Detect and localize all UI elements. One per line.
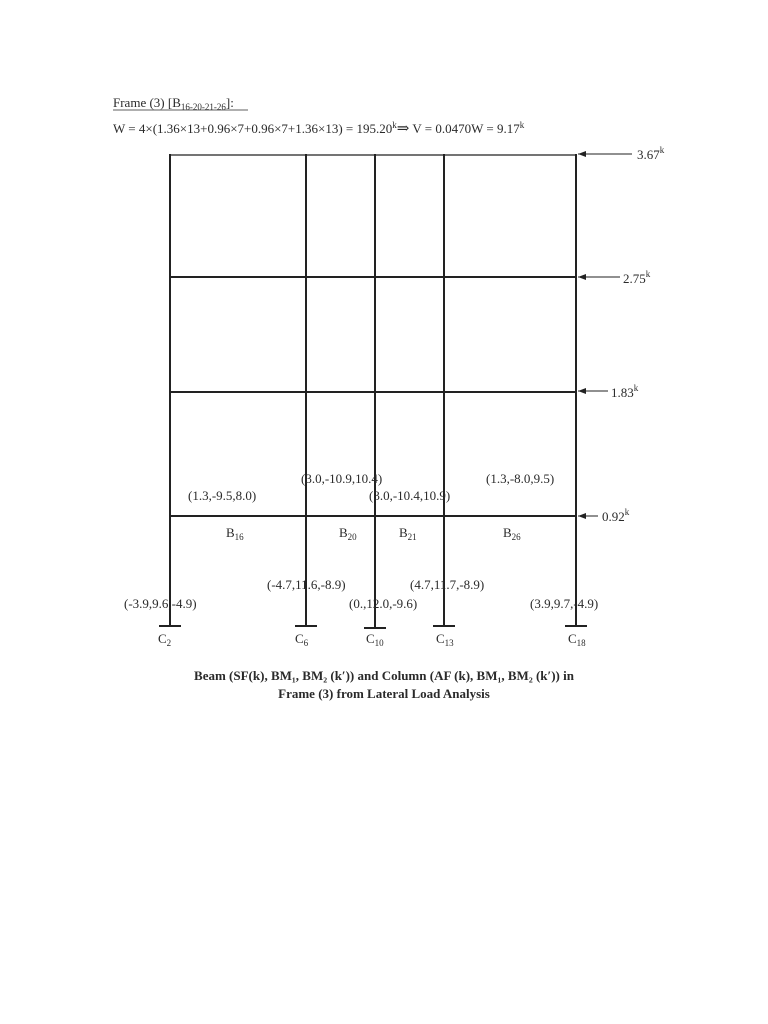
beam-result-label: (1.3,-9.5,8.0) [188, 488, 257, 503]
beams [170, 155, 576, 516]
column-name-label: $C_{18}$ [568, 631, 586, 648]
figure-caption-line-1: Beam (SF(k), BM₁, BM₂ (k′)) and Column (AF (k), BM₁, BM₂ (k′)) in [194, 668, 574, 683]
beam-labels [226, 525, 521, 542]
weight-equation: $W = 4\times(1.36\times 13+0.96\times 7+0.96\times 7+1.36\times 13) = 195.20^k\Rightarrow$ $V = 0.0470W = 9.17^k$ [113, 120, 525, 137]
beam-result-label: (3.0,-10.4,10.9) [369, 488, 451, 503]
beam-name-label: $B_{21}$ [399, 525, 417, 542]
column-name-label: $C_6$ [295, 631, 309, 648]
load-label: 3.67$^k$ [637, 145, 665, 162]
beam-result-label: (3.0,-10.9,10.4) [301, 471, 383, 486]
column-result-label: (0.,12.0,-9.6) [349, 596, 418, 611]
beam-name-label: $B_{20}$ [339, 525, 357, 542]
lateral-loads [578, 145, 665, 524]
supports [159, 626, 587, 628]
column-result-label: (-4.7,11.6,-8.9) [267, 577, 346, 592]
figure-caption-line-2: Frame (3) from Lateral Load Analysis [278, 686, 490, 701]
beam-name-label: $B_{16}$ [226, 525, 244, 542]
column-name-label: $C_2$ [158, 631, 172, 648]
load-label: 2.75$^k$ [623, 269, 651, 286]
column-labels [158, 631, 586, 648]
load-label: 1.83$^k$ [611, 383, 639, 400]
frame-title: Frame (3) $[B_{16-20-21-26}]$: [113, 95, 234, 112]
beam-results [188, 471, 554, 503]
column-result-label: (4.7,11.7,-8.9) [410, 577, 485, 592]
column-name-label: $C_{10}$ [366, 631, 384, 648]
load-label: 0.92$^k$ [602, 507, 630, 524]
column-result-label: (3.9,9.7,-4.9) [530, 596, 599, 611]
column-result-label: (-3.9,9.6,-4.9) [124, 596, 197, 611]
beam-result-label: (1.3,-8.0,9.5) [486, 471, 555, 486]
column-name-label: $C_{13}$ [436, 631, 454, 648]
column-results [124, 577, 598, 611]
beam-name-label: $B_{26}$ [503, 525, 521, 542]
